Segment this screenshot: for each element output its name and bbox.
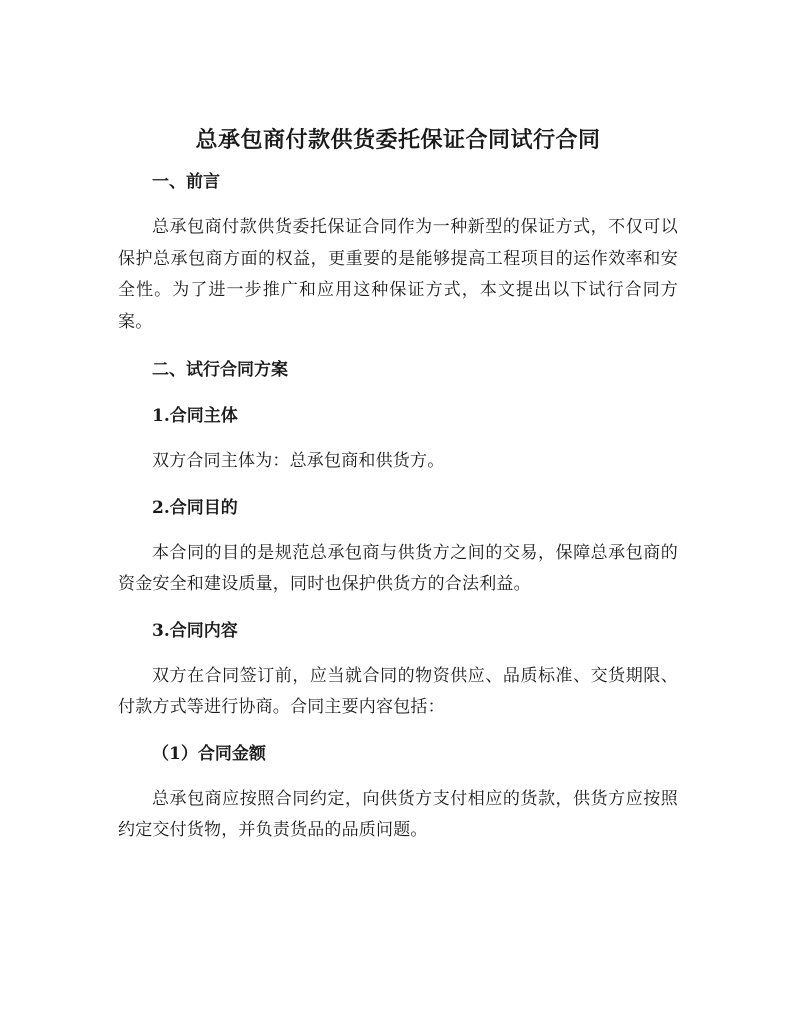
section-heading-plan: 二、试行合同方案 [152,360,288,380]
subsection-heading-purpose: 2.合同目的 [152,497,238,518]
spacer [118,724,678,738]
spacer [118,198,678,212]
document-body [118,122,678,847]
spacer [118,601,678,615]
spacer [118,478,678,492]
spacer [118,386,678,400]
section-heading-intro: 一、前言 [152,172,220,192]
subsection-heading-content: 3.合同内容 [152,620,238,641]
spacer [118,770,678,784]
spacer [118,338,678,354]
document-title: 总承包商付款供货委托保证合同试行合同 [195,127,601,153]
paragraph-amount: 总承包商应按照合同约定，向供货方支付相应的货款，供货方应按照约定交付货物，并负责货品的品质问题。 [118,788,678,840]
spacer [118,524,678,538]
spacer [118,647,678,661]
paragraph-intro: 总承包商付款供货委托保证合同作为一种新型的保证方式，不仅可以保护总承包商方面的权益，更重要的是能够提高工程项目的运作效率和安全性。为了进一步推广和应用这种保证方式，本文提出以下试行合同方案。 [118,217,678,332]
spacer [118,432,678,446]
subsection-heading-parties: 1.合同主体 [152,406,238,426]
subsection-heading-amount: （1）合同金额 [152,743,266,764]
paragraph-content: 双方在合同签订前，应当就合同的物资供应、品质标准、交货期限、付款方式等进行协商。合同主要内容包括： [118,665,678,717]
paragraph-parties: 双方合同主体为：总承包商和供货方。 [152,451,445,471]
paragraph-purpose: 本合同的目的是规范总承包商与供货方之间的交易，保障总承包商的资金安全和建设质量，同时也保护供货方的合法利益。 [118,542,678,594]
